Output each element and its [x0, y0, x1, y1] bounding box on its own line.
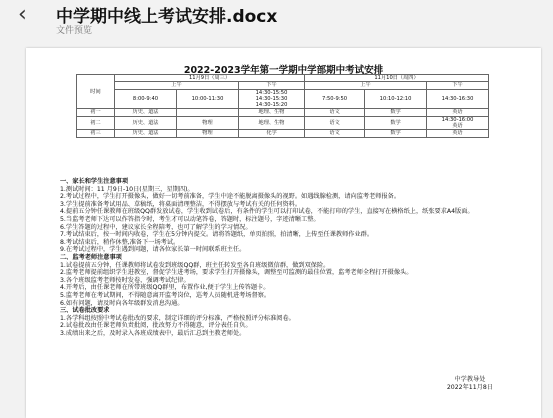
subject-cell: 英语	[427, 109, 489, 116]
grade-cell: 初一	[77, 109, 115, 116]
subject-cell: 语文	[305, 109, 365, 116]
time-slot: 14:30-15:50 14:30-15:30 14:30-15:20	[239, 89, 305, 109]
day1-am: 上午	[115, 82, 239, 89]
table-row	[77, 130, 489, 137]
time-slot: 8:00-9:40	[115, 89, 177, 109]
body-line: 4.开考后，由任课老师在所带班级QQ群里，布置作业,便于学生上传答题卡。	[60, 284, 270, 292]
document-page[interactable]	[26, 48, 541, 418]
subject-cell: 语文	[305, 116, 365, 130]
grade-cell: 初三	[77, 130, 115, 137]
table-row	[77, 116, 489, 130]
subject-cell: 地理、生物	[239, 109, 305, 116]
time-slot: 10:00-11:30	[177, 89, 239, 109]
subject-cell: 物理	[177, 130, 239, 137]
subject-cell: 英语	[427, 130, 489, 137]
subject-cell: 14:30-16:00 英语	[427, 116, 489, 130]
body-line: 9.在考试过程中，学生遇到问题，请各位家长第一时间联系班主任。	[60, 246, 246, 254]
subject-cell: 历史、道法	[115, 130, 177, 137]
subject-cell: 化学	[239, 130, 305, 137]
body-line: 1.测试时间：11 月9日-10日(星期三、星期四)。	[60, 185, 194, 193]
subject-cell: 数学	[365, 130, 427, 137]
document-body	[60, 178, 516, 337]
time-header: 时间	[77, 75, 115, 109]
day2-am: 上午	[305, 82, 427, 89]
time-slot: 14:30-16:30	[427, 89, 489, 109]
day1-header: 11月9日（周三）	[115, 75, 305, 82]
body-line: 3.各个班级监考老师按时发卷，强调考试纪律。	[60, 276, 190, 284]
exam-schedule-table	[76, 74, 489, 138]
day2-pm: 下午	[427, 82, 489, 89]
body-line: 1.试卷提前五分钟，任课教师将试卷发到班级QQ群，班主任转发至各自班级微信群，做到双保险。	[60, 261, 330, 269]
body-line: 2.监考老师提前组织学生进教室，督促学生进考场，要求学生打开摄像头，调整至可监测的最佳位置，监考老师全程打开摄像头。	[60, 269, 413, 277]
day1-pm: 下午	[239, 82, 305, 89]
body-line: 3.学生提前准备考试用品、草稿纸，将桌面清理整洁，不得摆放与考试有关的任何资料。	[60, 200, 302, 208]
grade-cell: 初二	[77, 116, 115, 130]
subject-cell	[177, 109, 239, 116]
file-title: 中学期中线上考试安排.docx	[56, 7, 278, 27]
body-line: 6.如有问题，请及时向各年级群发消息沟通。	[60, 299, 184, 307]
body-line: 5.监考老师在考试期间，不得随意离开监考岗位，巡考人员随机进考场督察。	[60, 291, 271, 299]
body-line: 6.学生答题的过程中，建议家长全程陪考，也可了解学生的学习情况。	[60, 223, 252, 231]
subject-cell: 语文	[305, 130, 365, 137]
body-line: 8.考试结束后，稍作休整,准备下一场考试。	[60, 238, 180, 246]
day2-header: 11月10日（周四）	[305, 75, 489, 82]
sign-date: 2022年11月8日	[446, 384, 493, 391]
body-line: 2.考试过程中，学生打开摄像头，做好一切考前准备，学生中途不能脱离摄像头的视野。如遇线腺检测，请向监考老师报备。	[60, 193, 401, 201]
section-heading: 二、监考老师注意事项	[60, 253, 122, 261]
subject-cell: 历史、道法	[115, 109, 177, 116]
subject-cell: 物理	[177, 116, 239, 130]
sign-org: 中学教导处	[454, 376, 486, 383]
top-bar	[0, 0, 553, 34]
signature-block	[447, 376, 493, 392]
body-line: 2.试卷批改由任课老师负责批阅，批改努力不得随意，评分表任自负。	[60, 322, 252, 330]
document-title: 2022-2023学年第一学期中学部期中考试安排	[183, 65, 384, 76]
body-line: 4.提前五分钟任课教师在班级QQ群发放试卷，学生收到试卷后，有条件的学生可以打印试卷，不能打印的学生，直接写在横格纸上，纸张要求A4版面。	[60, 208, 474, 216]
subject-cell: 地理、生物	[239, 116, 305, 130]
time-slot: 10:10-12:10	[365, 89, 427, 109]
body-line: 7.考试结束后，按一时间内收卷，学生在5分钟内提交。请将答题纸，单页拍照，拍清晰，上传至任课教师作业群。	[60, 231, 374, 239]
subject-cell: 数学	[365, 116, 427, 130]
file-subtitle: 文件预览	[56, 26, 93, 36]
subject-cell: 历史、道法	[115, 116, 177, 130]
table-row	[77, 109, 489, 116]
time-slot: 7:50-9:50	[305, 89, 365, 109]
section-heading: 三、试卷批改要求	[60, 307, 110, 315]
chevron-left-icon[interactable]: ‹	[18, 2, 27, 27]
body-line: 1.各学科组按照中考试卷批改的要求，制定详细的评分标准，严格按照评分标准阅卷。	[60, 314, 295, 322]
body-line: 5.当监考老师下达可以作答指令时，考生才可以动笔答卷，答题时，标注题号，字迹清晰工整。	[60, 215, 320, 223]
body-line: 3.成绩出来之后，及时录入各班成绩表中，最后汇总到主教老师处。	[60, 329, 246, 337]
section-heading: 一、家长和学生注意事项	[60, 178, 129, 185]
subject-cell: 数学	[365, 109, 427, 116]
